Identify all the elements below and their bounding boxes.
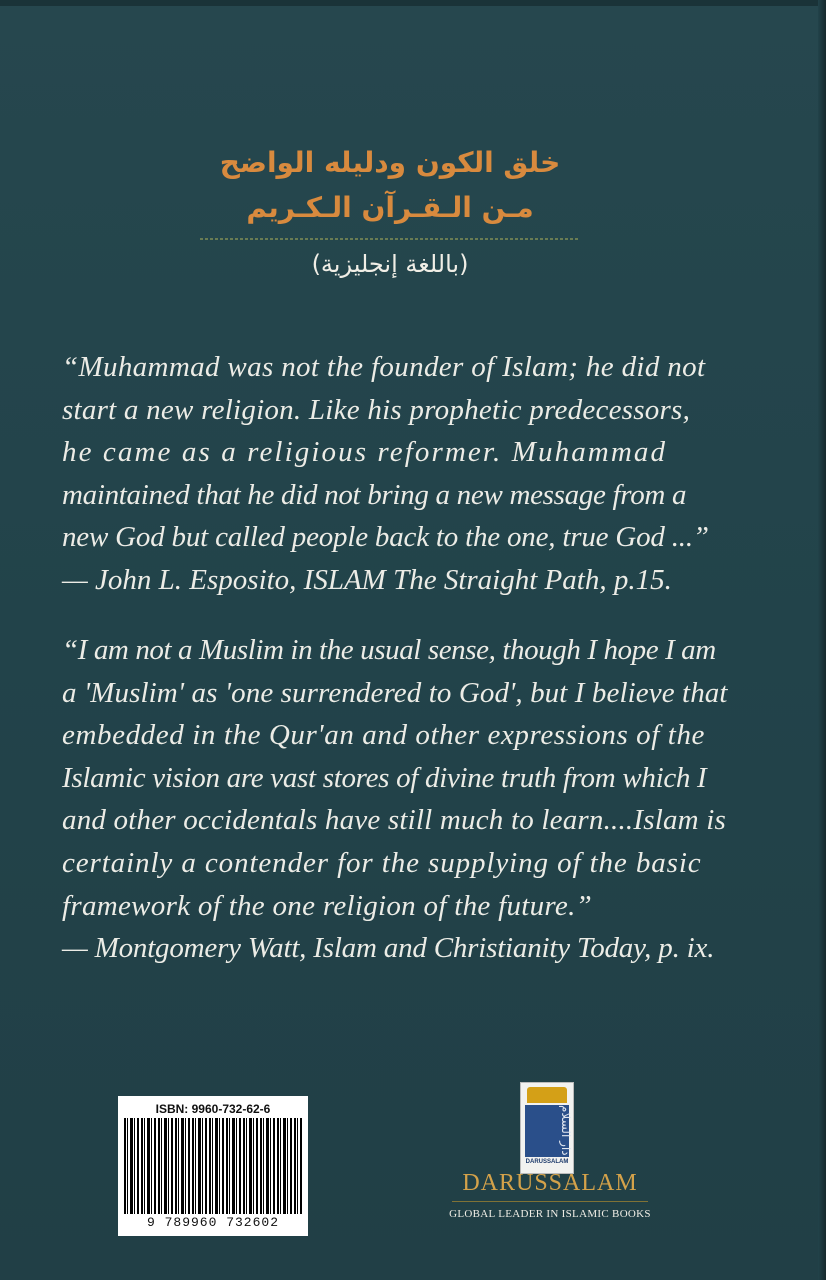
quote-watt [62,629,728,970]
quote-line: maintained that he did not bring a new message from a [62,478,687,511]
isbn-label: ISBN: 9960-732-62-6 [155,1102,271,1116]
quote-line: “I am not a Muslim in the usual sense, though I hope I am [62,634,716,666]
publisher-name: DARUSSALAM [462,1170,638,1196]
isbn-barcode [118,1096,308,1236]
title-divider [200,238,580,240]
quote-attribution: — John L. Esposito, ISLAM The Straight Path, p.15. [62,563,672,596]
quote-line: and other occidentals have still much to learn....Islam is [62,804,727,837]
quote-line: “Muhammad was not the founder of Islam; he did not [62,351,706,383]
quote-line: embedded in the Qur'an and other expressions of the [62,719,706,752]
quote-line: he came as a religious reformer. Muhammad [62,436,668,469]
logo-arabic-text: دار السلام [559,1105,573,1156]
quote-line: a 'Muslim' as 'one surrendered to God', but I believe that [62,676,728,709]
cover-top-edge [0,0,826,6]
publisher-logo [520,1082,574,1174]
barcode-digits: 9 789960 732602 [146,1215,280,1230]
logo-caption: DARUSSALAM [525,1159,569,1165]
barcode-bars [124,1118,302,1214]
arabic-title-line-1: خلق الكون ودليله الواضح [219,146,561,179]
quote-line: start a new religion. Like his prophetic predecessors, [62,393,691,426]
arabic-title-line-2: مـن الـقـرآن الـكـريم [246,191,534,224]
cover-spine-edge [818,0,826,1280]
publisher-tagline: GLOBAL LEADER IN ISLAMIC BOOKS [449,1208,651,1220]
quote-line: certainly a contender for the supplying of the basic [62,846,702,879]
quote-attribution: — Montgomery Watt, Islam and Christianity Today, p. ix. [62,932,715,965]
quote-line: Islamic vision are vast stores of divine truth from which I [62,761,707,794]
publisher-divider [452,1201,648,1202]
logo-book-icon [527,1087,567,1103]
quote-line: new God but called people back to the one, true God ...” [62,521,709,554]
arabic-subtitle: (باللغة إنجليزية) [311,250,469,278]
quote-esposito [62,346,722,602]
quote-line: framework of the one religion of the future.” [62,889,593,922]
